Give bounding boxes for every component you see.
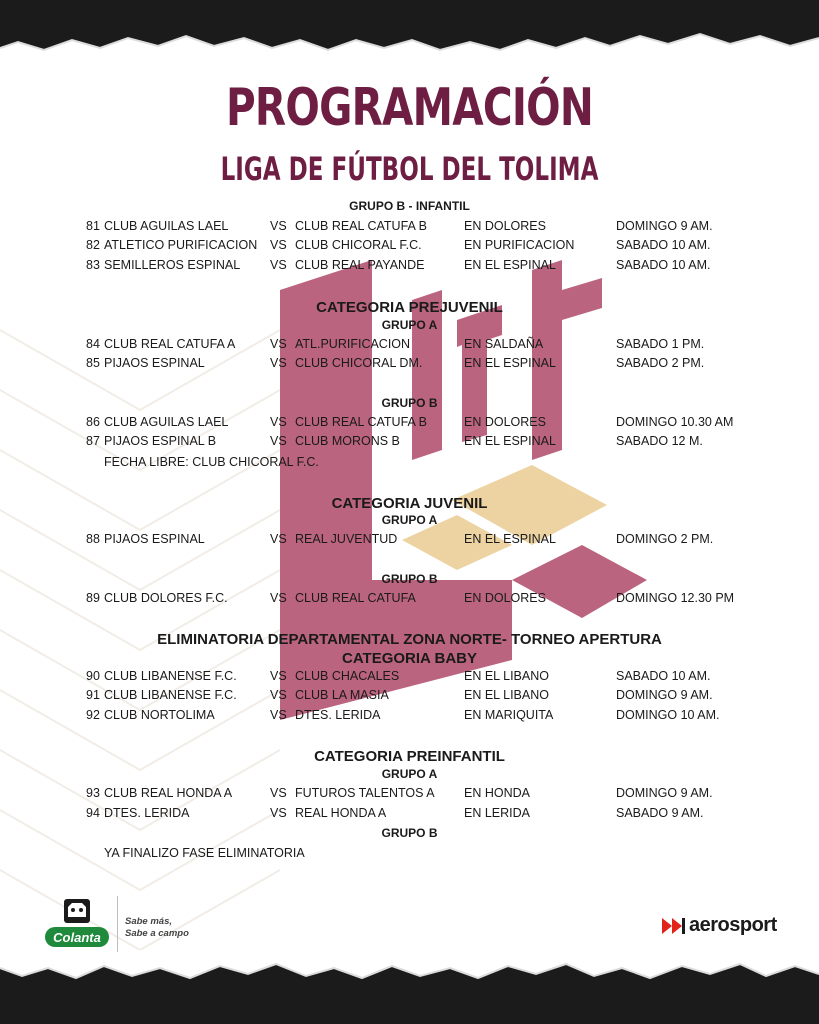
torn-paper-top-border — [0, 0, 819, 70]
away-team: CLUB REAL CATUFA — [295, 591, 416, 605]
home-team: CLUB AGUILAS LAEL — [104, 219, 229, 233]
match-time: SABADO 10 AM. — [616, 669, 711, 683]
venue: EN HONDA — [464, 786, 530, 800]
home-team: SEMILLEROS ESPINAL — [104, 258, 241, 272]
match-row — [0, 591, 819, 609]
match-time: SABADO 12 M. — [616, 434, 703, 448]
match-time: SABADO 10 AM. — [616, 238, 711, 252]
away-team: FUTUROS TALENTOS A — [295, 786, 435, 800]
match-row — [0, 669, 819, 687]
match-number: 85 — [86, 356, 100, 370]
venue: EN EL ESPINAL — [464, 356, 556, 370]
match-number: 88 — [86, 532, 100, 546]
match-number: 84 — [86, 337, 100, 351]
vs-label: VS — [270, 786, 287, 800]
page-subtitle: LIGA DE FÚTBOL DEL TOLIMA — [220, 150, 599, 188]
status-note: YA FINALIZO FASE ELIMINATORIA — [104, 846, 305, 860]
home-team: CLUB DOLORES F.C. — [104, 591, 228, 605]
vs-label: VS — [270, 356, 287, 370]
match-number: 83 — [86, 258, 100, 272]
match-number: 91 — [86, 688, 100, 702]
match-number: 89 — [86, 591, 100, 605]
aerosport-brand-text: aerosport — [689, 914, 777, 936]
venue: EN EL ESPINAL — [464, 434, 556, 448]
venue: EN EL LIBANO — [464, 669, 549, 683]
match-row — [0, 434, 819, 452]
home-team: CLUB AGUILAS LAEL — [104, 415, 229, 429]
match-row — [0, 806, 819, 824]
tournament-heading: ELIMINATORIA DEPARTAMENTAL ZONA NORTE- TORNEO APERTURA — [157, 631, 662, 648]
away-team: CLUB REAL CATUFA B — [295, 415, 427, 429]
vs-label: VS — [270, 532, 287, 546]
match-time: SABADO 10 AM. — [616, 258, 711, 272]
category-heading: CATEGORIA BABY — [342, 650, 477, 667]
vs-label: VS — [270, 591, 287, 605]
home-team: CLUB REAL CATUFA A — [104, 337, 236, 351]
group-heading: GRUPO B - INFANTIL — [349, 199, 470, 213]
match-number: 82 — [86, 238, 100, 252]
home-team: PIJAOS ESPINAL — [104, 532, 205, 546]
vs-label: VS — [270, 415, 287, 429]
venue: EN DOLORES — [464, 219, 546, 233]
torn-paper-bottom-border — [0, 952, 819, 1024]
away-team: CLUB CHICORAL F.C. — [295, 238, 422, 252]
away-team: CLUB CHICORAL DM. — [295, 356, 423, 370]
match-number: 92 — [86, 708, 100, 722]
sponsor-slogan — [125, 916, 189, 940]
category-heading: CATEGORIA PREJUVENIL — [316, 299, 503, 316]
home-team: CLUB LIBANENSE F.C. — [104, 669, 237, 683]
away-team: DTES. LERIDA — [295, 708, 381, 722]
match-time: SABADO 1 PM. — [616, 337, 705, 351]
bye-note: FECHA LIBRE: CLUB CHICORAL F.C. — [104, 455, 319, 469]
match-row — [0, 415, 819, 433]
colanta-logo-text: Colanta — [53, 930, 101, 945]
match-row — [0, 532, 819, 550]
match-row — [0, 238, 819, 256]
match-number: 87 — [86, 434, 100, 448]
slogan-line-1: Sabe más, — [125, 916, 172, 927]
match-time: DOMINGO 10 AM. — [616, 708, 720, 722]
category-heading: CATEGORIA PREINFANTIL — [314, 748, 505, 765]
away-team: ATL.PURIFICACION — [295, 337, 411, 351]
home-team: CLUB NORTOLIMA — [104, 708, 215, 722]
vs-label: VS — [270, 669, 287, 683]
match-number: 90 — [86, 669, 100, 683]
match-time: DOMINGO 2 PM. — [616, 532, 714, 546]
home-team: ATLETICO PURIFICACION — [104, 238, 258, 252]
away-team: CLUB REAL CATUFA B — [295, 219, 427, 233]
match-number: 94 — [86, 806, 100, 820]
aerosport-logo — [662, 914, 777, 937]
away-team: CLUB MORONS B — [295, 434, 400, 448]
away-team: REAL HONDA A — [295, 806, 387, 820]
group-heading: GRUPO A — [381, 767, 438, 781]
fast-forward-icon — [662, 918, 686, 934]
match-row — [0, 786, 819, 804]
group-heading: GRUPO A — [381, 513, 438, 527]
away-team: CLUB LA MASIA — [295, 688, 389, 702]
venue: EN DOLORES — [464, 591, 546, 605]
vs-label: VS — [270, 258, 287, 272]
match-row — [0, 688, 819, 706]
match-time: DOMINGO 12.30 PM — [616, 591, 735, 605]
vs-label: VS — [270, 434, 287, 448]
page-title: PROGRAMACIÓN — [225, 78, 594, 138]
match-number: 81 — [86, 219, 100, 233]
vs-label: VS — [270, 688, 287, 702]
away-team: CLUB REAL PAYANDE — [295, 258, 425, 272]
venue: EN SALDAÑA — [464, 337, 544, 351]
group-heading: GRUPO B — [381, 396, 438, 410]
group-heading: GRUPO B — [381, 826, 438, 840]
colanta-logo — [44, 897, 112, 951]
match-time: SABADO 2 PM. — [616, 356, 705, 370]
venue: EN DOLORES — [464, 415, 546, 429]
match-number: 86 — [86, 415, 100, 429]
match-row — [0, 219, 819, 237]
match-time: SABADO 9 AM. — [616, 806, 704, 820]
match-number: 93 — [86, 786, 100, 800]
venue: EN LERIDA — [464, 806, 530, 820]
home-team: PIJAOS ESPINAL — [104, 356, 205, 370]
match-row — [0, 258, 819, 276]
venue: EN EL LIBANO — [464, 688, 549, 702]
vs-label: VS — [270, 708, 287, 722]
vs-label: VS — [270, 238, 287, 252]
match-time: DOMINGO 9 AM. — [616, 786, 713, 800]
venue: EN EL ESPINAL — [464, 258, 556, 272]
home-team: CLUB LIBANENSE F.C. — [104, 688, 237, 702]
match-time: DOMINGO 9 AM. — [616, 219, 713, 233]
match-row — [0, 708, 819, 726]
away-team: REAL JUVENTUD — [295, 532, 398, 546]
vs-label: VS — [270, 337, 287, 351]
vs-label: VS — [270, 219, 287, 233]
away-team: CLUB CHACALES — [295, 669, 400, 683]
home-team: CLUB REAL HONDA A — [104, 786, 233, 800]
match-time: DOMINGO 10.30 AM — [616, 415, 734, 429]
group-heading: GRUPO B — [381, 572, 438, 586]
vs-label: VS — [270, 806, 287, 820]
home-team: PIJAOS ESPINAL B — [104, 434, 217, 448]
category-heading: CATEGORIA JUVENIL — [331, 495, 488, 512]
match-time: DOMINGO 9 AM. — [616, 688, 713, 702]
venue: EN EL ESPINAL — [464, 532, 556, 546]
match-row — [0, 356, 819, 374]
footer-divider — [117, 896, 118, 952]
match-row — [0, 337, 819, 355]
venue: EN MARIQUITA — [464, 708, 554, 722]
slogan-line-2: Sabe a campo — [125, 928, 189, 939]
home-team: DTES. LERIDA — [104, 806, 190, 820]
group-heading: GRUPO A — [381, 318, 438, 332]
venue: EN PURIFICACION — [464, 238, 575, 252]
